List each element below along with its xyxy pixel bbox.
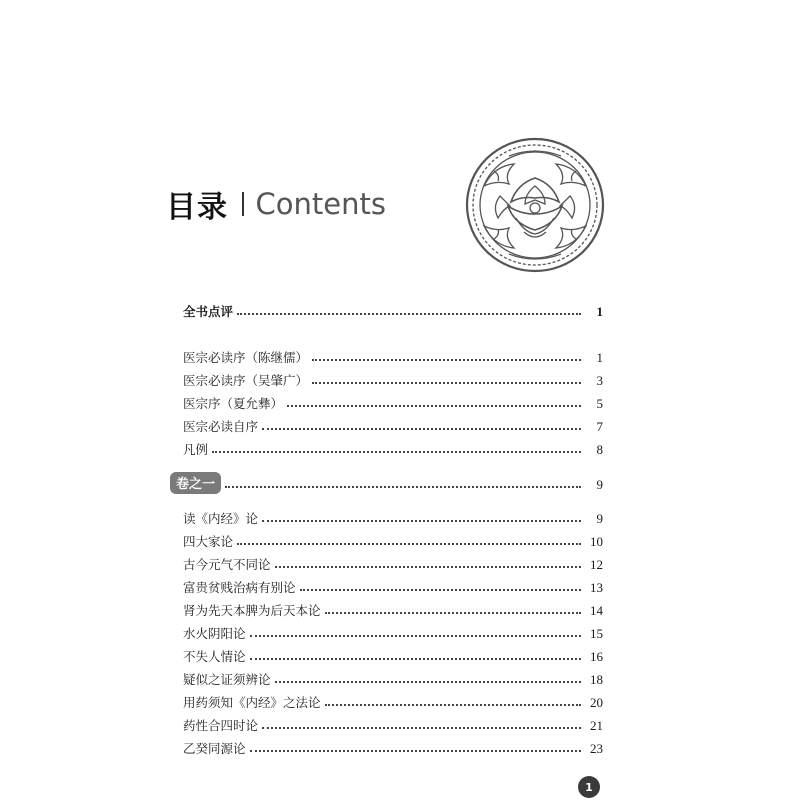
dot-leader — [312, 382, 581, 384]
toc-entry-page: 23 — [590, 741, 603, 756]
toc-entry-label: 医宗必读序（吴肇广） — [183, 373, 309, 388]
toc-entry-label: 乙癸同源论 — [183, 741, 246, 756]
toc-entry-label: 凡例 — [183, 442, 209, 457]
toc-entry[interactable] — [183, 553, 603, 573]
dot-leader — [262, 428, 581, 430]
dot-leader — [287, 405, 581, 407]
toc-entry-preface[interactable] — [183, 369, 603, 389]
dot-leader — [325, 704, 581, 706]
toc-entry-label: 四大家论 — [183, 534, 234, 549]
dot-leader — [300, 589, 581, 591]
dot-leader — [212, 451, 581, 453]
toc-entry-label: 全书点评 — [183, 304, 234, 319]
toc-entry-page: 9 — [596, 477, 603, 492]
toc-entry-page: 10 — [590, 534, 603, 549]
toc-entry-label: 富贵贫贱治病有别论 — [183, 580, 296, 595]
toc-entry-label: 药性合四时论 — [183, 718, 259, 733]
toc-entry-preface[interactable] — [183, 415, 603, 435]
toc-entry-page: 15 — [590, 626, 603, 641]
toc-entry-label: 用药须知《内经》之法论 — [183, 695, 321, 710]
toc-entry-page: 21 — [590, 718, 603, 733]
toc-entry-label: 医宗必读自序 — [183, 419, 259, 434]
toc-entry-label: 不失人情论 — [183, 649, 246, 664]
dot-leader — [325, 612, 581, 614]
toc-entry[interactable] — [183, 737, 603, 757]
toc-entry[interactable] — [183, 714, 603, 734]
chapter-badge: 卷之一 — [170, 472, 221, 494]
toc-entry[interactable] — [183, 668, 603, 688]
toc-entry-page: 5 — [596, 396, 603, 411]
toc-entry[interactable] — [183, 691, 603, 711]
dot-leader — [312, 359, 581, 361]
toc-entry-page: 1 — [596, 304, 603, 319]
toc-entry-label: 水火阴阳论 — [183, 626, 246, 641]
toc-entry-label: 医宗序（夏允彝） — [183, 396, 284, 411]
toc-entry-preface[interactable] — [183, 438, 603, 458]
toc-entry-page: 18 — [590, 672, 603, 687]
dot-leader — [225, 486, 581, 488]
toc-entry[interactable] — [183, 599, 603, 619]
dot-leader — [237, 313, 581, 315]
dot-leader — [275, 681, 581, 683]
toc-entry-label: 读《内经》论 — [183, 511, 259, 526]
page-title-english: Contents — [255, 187, 386, 221]
toc-entry-label: 肾为先天本脾为后天本论 — [183, 603, 321, 618]
toc-entry-preface[interactable] — [183, 392, 603, 412]
toc-entry-label: 疑似之证须辨论 — [183, 672, 271, 687]
toc-entry-preface[interactable] — [183, 346, 603, 366]
toc-entry-page: 9 — [596, 511, 603, 526]
toc-entry-page: 20 — [590, 695, 603, 710]
dot-leader — [262, 727, 581, 729]
toc-entry[interactable] — [183, 507, 603, 527]
dot-leader — [250, 635, 581, 637]
page-number-badge: 1 — [578, 776, 600, 798]
toc-entry-page: 13 — [590, 580, 603, 595]
toc-entry[interactable] — [183, 645, 603, 665]
toc-entry-page: 8 — [596, 442, 603, 457]
toc-entry[interactable] — [183, 622, 603, 642]
toc-entry-page: 14 — [590, 603, 603, 618]
toc-entry-overview[interactable] — [183, 300, 603, 320]
toc-chapter-heading[interactable] — [170, 472, 603, 494]
dot-leader — [250, 750, 581, 752]
page-header — [166, 184, 386, 224]
dot-leader — [237, 543, 581, 545]
toc-entry[interactable] — [183, 576, 603, 596]
toc-entry-page: 12 — [590, 557, 603, 572]
toc-entry-label: 古今元气不同论 — [183, 557, 271, 572]
floral-medallion-ornament — [464, 136, 606, 274]
dot-leader — [250, 658, 581, 660]
title-divider — [242, 192, 244, 216]
toc-entry-page: 1 — [596, 350, 603, 365]
toc-entry-page: 7 — [596, 419, 603, 434]
dot-leader — [275, 566, 581, 568]
toc-entry-page: 3 — [596, 373, 603, 388]
dot-leader — [262, 520, 581, 522]
toc-entry[interactable] — [183, 530, 603, 550]
toc-entry-label: 医宗必读序（陈继儒） — [183, 350, 309, 365]
page-title-chinese: 目录 — [166, 190, 228, 225]
toc-entry-page: 16 — [590, 649, 603, 664]
